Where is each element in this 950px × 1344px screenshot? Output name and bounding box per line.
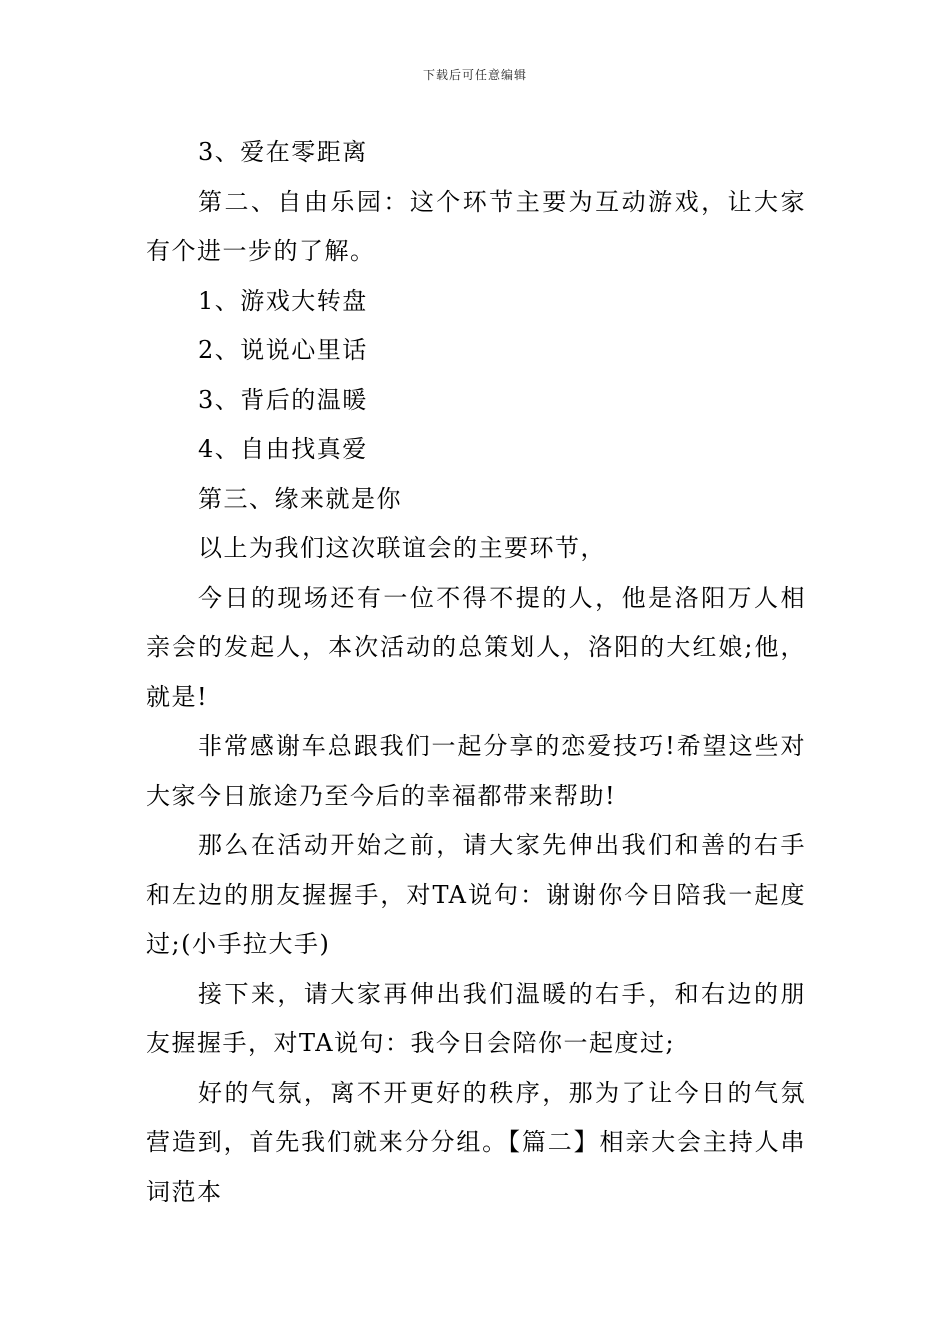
body-paragraph: 好的气氛，离不开更好的秩序，那为了让今日的气氛营造到，首先我们就来分分组。【篇二】相亲大会主持人串词范本 [146,1078,806,1206]
list-item: 3、背后的温暖 [198,385,368,414]
body-paragraph: 今日的现场还有一位不得不提的人，他是洛阳万人相亲会的发起人，本次活动的总策划人，洛阳的大红娘;他，就是! [146,583,806,711]
body-paragraph: 那么在活动开始之前，请大家先伸出我们和善的右手和左边的朋友握握手，对TA说句：谢谢你今日陪我一起度过;(小手拉大手) [146,831,806,958]
body-paragraph: 以上为我们这次联谊会的主要环节， [198,534,606,562]
section-heading: 第二、自由乐园：这个环节主要为互动游戏，让大家有个进一步的了解。 [146,187,806,265]
section-heading: 第三、缘来就是你 [198,484,402,513]
document-body [146,128,806,1217]
header-note: 下载后可任意编辑 [422,68,527,82]
body-paragraph: 非常感谢车总跟我们一起分享的恋爱技巧!希望这些对大家今日旅途乃至今后的幸福都带来帮助! [146,732,806,810]
list-item: 1、游戏大转盘 [198,286,368,315]
body-paragraph: 接下来，请大家再伸出我们温暖的右手，和右边的朋友握握手，对TA说句：我今日会陪你一起度过; [146,979,806,1057]
list-item: 3、爱在零距离 [198,138,368,166]
list-item: 2、说说心里话 [198,336,368,364]
list-item: 4、自由找真爱 [198,435,368,463]
